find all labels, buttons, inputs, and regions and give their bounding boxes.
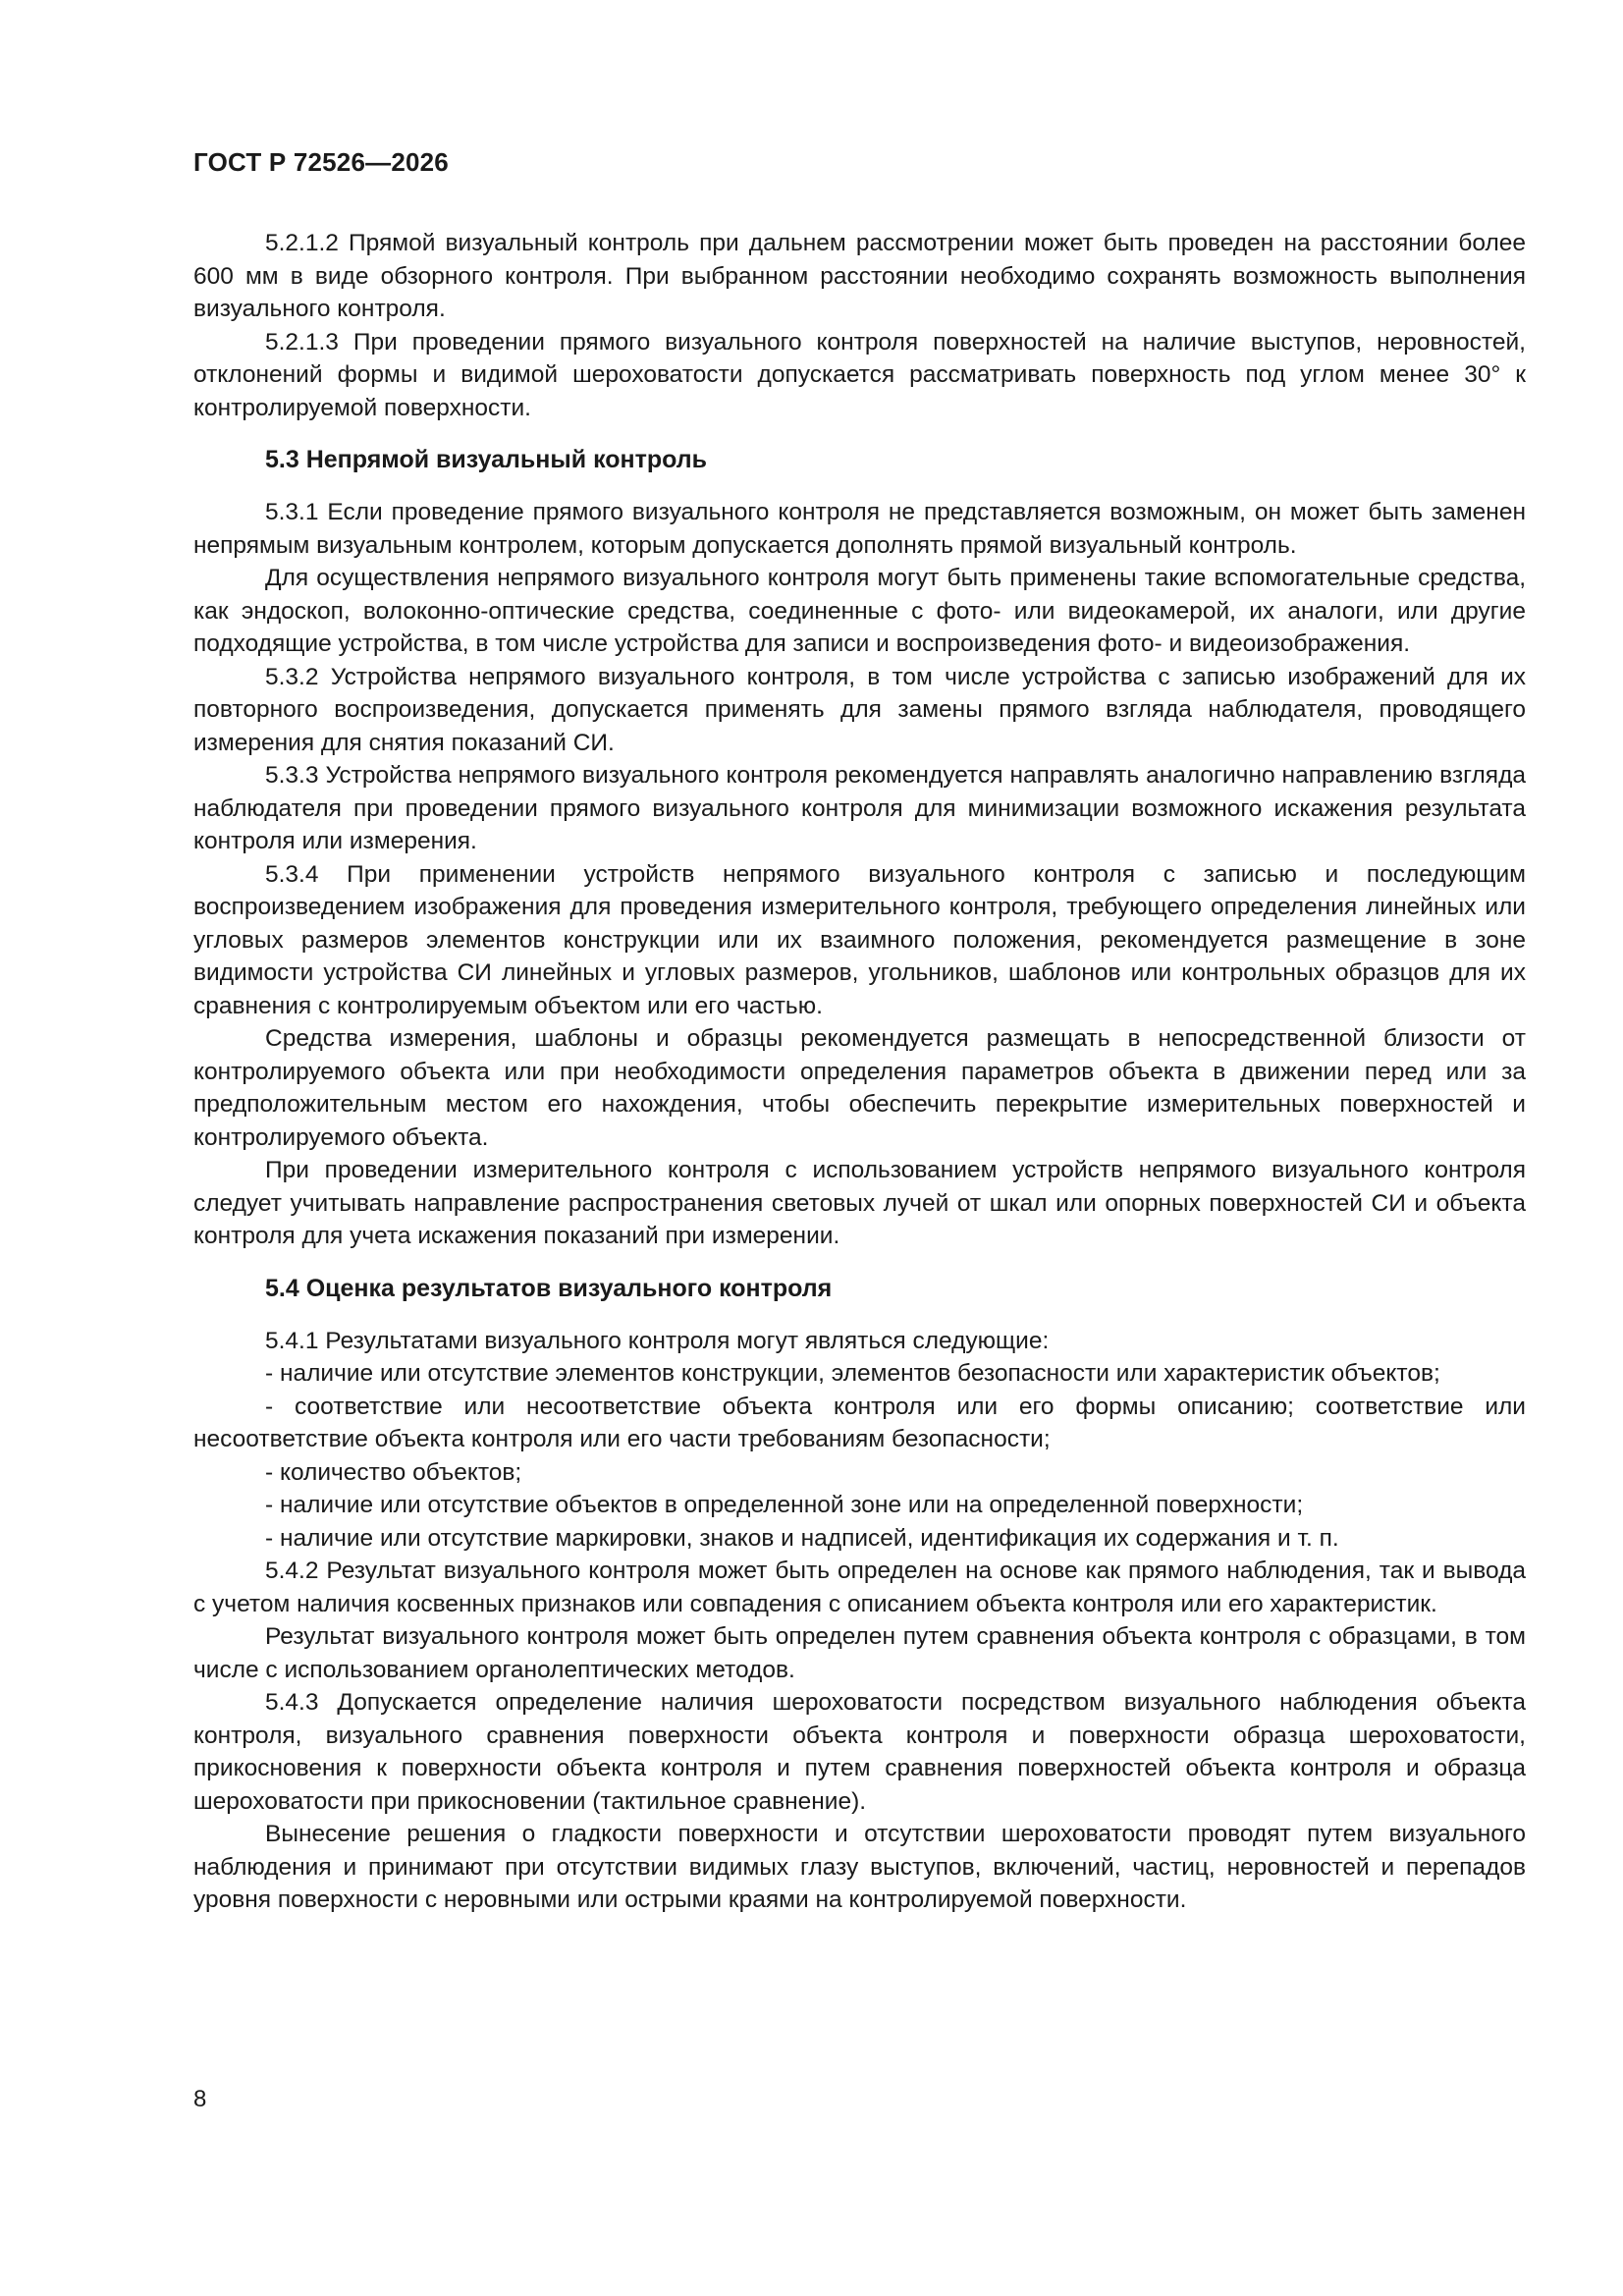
section-heading-5-4: 5.4 Оценка результатов визуального контроля <box>265 1274 833 1302</box>
page-number: 8 <box>193 2086 207 2112</box>
paragraph-5-3-1: 5.3.1 Если проведение прямого визуального контроля не представляется возможным, он может быть заменен непрямым визуальным контролем, которым допускается дополнять прямой визуальный контроль. <box>193 499 1526 559</box>
list-item: - наличие или отсутствие элементов конструкции, элементов безопасности или характеристик объектов; <box>265 1360 1440 1387</box>
paragraph-5-4-2: 5.4.2 Результат визуального контроля может быть определен на основе как прямого наблюдения, так и вывода с учетом наличия косвенных признаков или совпадения с описанием объекта контроля или его характеристик. <box>193 1558 1526 1617</box>
paragraph-5-2-1-3: 5.2.1.3 При проведении прямого визуального контроля поверхностей на наличие выступов, неровностей, отклонений формы и видимой шероховатости допускается рассматривать поверхность под углом менее 30° к контролируемой поверхности. <box>193 328 1526 421</box>
standard-header: ГОСТ Р 72526—2026 <box>193 147 449 177</box>
section-heading-5-3: 5.3 Непрямой визуальный контроль <box>265 446 708 473</box>
paragraph-5-3-3: 5.3.3 Устройства непрямого визуального контроля рекомендуется направлять аналогично направлению взгляда наблюдателя при проведении прямого визуального контроля для минимизации возможного искажения результата контроля или измерения. <box>193 762 1526 854</box>
paragraph-5-3-2: 5.3.2 Устройства непрямого визуального контроля, в том числе устройства с записью изображений для их повторного воспроизведения, допускается применять для замены прямого взгляда наблюдателя, проводящего измерения для снятия показаний СИ. <box>193 663 1526 756</box>
paragraph-5-4-1: 5.4.1 Результатами визуального контроля могут являться следующие: <box>265 1327 1050 1354</box>
paragraph-5-3-4-continued-2: При проведении измерительного контроля с использованием устройств непрямого визуального контроля следует учитывать направление распространения световых лучей от шкал или опорных поверхностей СИ и объекта контроля для учета искажения показаний при измерении. <box>193 1157 1526 1249</box>
document-body <box>193 227 1526 1917</box>
paragraph-5-2-1-2: 5.2.1.2 Прямой визуальный контроль при дальнем рассмотрении может быть проведен на расстоянии более 600 мм в виде обзорного контроля. При выбранном расстоянии необходимо сохранять возможность выполнения визуального контроля. <box>193 230 1526 322</box>
list-item: - количество объектов; <box>265 1458 522 1486</box>
paragraph-5-4-3: 5.4.3 Допускается определение наличия шероховатости посредством визуального наблюдения объекта контроля, визуального сравнения поверхности объекта контроля и поверхности образца шероховатости, прикосновения к поверхности объекта контроля и путем сравнения поверхностей объекта контроля и образца шероховатости при прикосновении (тактильное сравнение). <box>193 1689 1526 1815</box>
list-item: - наличие или отсутствие маркировки, знаков и надписей, идентификация их содержания и т. п. <box>265 1524 1339 1552</box>
paragraph-5-4-2-continued: Результат визуального контроля может быть определен путем сравнения объекта контроля с образцами, в том числе с использованием органолептических методов. <box>193 1623 1526 1683</box>
paragraph-5-3-4: 5.3.4 При применении устройств непрямого визуального контроля с записью и последующим воспроизведением изображения для проведения измерительного контроля, требующего определения линейных или угловых размеров элементов конструкции или их взаимного положения, рекомендуется размещение в зоне видимости устройства СИ линейных и угловых размеров, угольников, шаблонов или контрольных образцов для их сравнения с контролируемым объектом или его частью. <box>193 860 1526 1019</box>
list-item: - соответствие или несоответствие объекта контроля или его формы описанию; соответствие или несоответствие объекта контроля или его части требованиям безопасности; <box>193 1393 1526 1452</box>
paragraph-5-3-1-continued: Для осуществления непрямого визуального контроля могут быть применены такие вспомогательные средства, как эндоскоп, волоконно-оптические средства, соединенные с фото- или видеокамерой, их аналоги, или другие подходящие устройства, в том числе устройства для записи и воспроизведения фото- и видеоизображения. <box>193 565 1526 657</box>
paragraph-5-4-3-continued: Вынесение решения о гладкости поверхности и отсутствии шероховатости проводят путем визуального наблюдения и принимают при отсутствии видимых глазу выступов, включений, частиц, неровностей и перепадов уровня поверхности с неровными или острыми краями на контролируемой поверхности. <box>193 1821 1526 1913</box>
list-item: - наличие или отсутствие объектов в определенной зоне или на определенной поверхности; <box>265 1492 1304 1518</box>
paragraph-5-3-4-continued: Средства измерения, шаблоны и образцы рекомендуется размещать в непосредственной близости от контролируемого объекта или при необходимости определения параметров объекта в движении перед или за предположительным местом его нахождения, чтобы обеспечить перекрытие измерительных поверхностей и контролируемого объекта. <box>193 1025 1526 1151</box>
